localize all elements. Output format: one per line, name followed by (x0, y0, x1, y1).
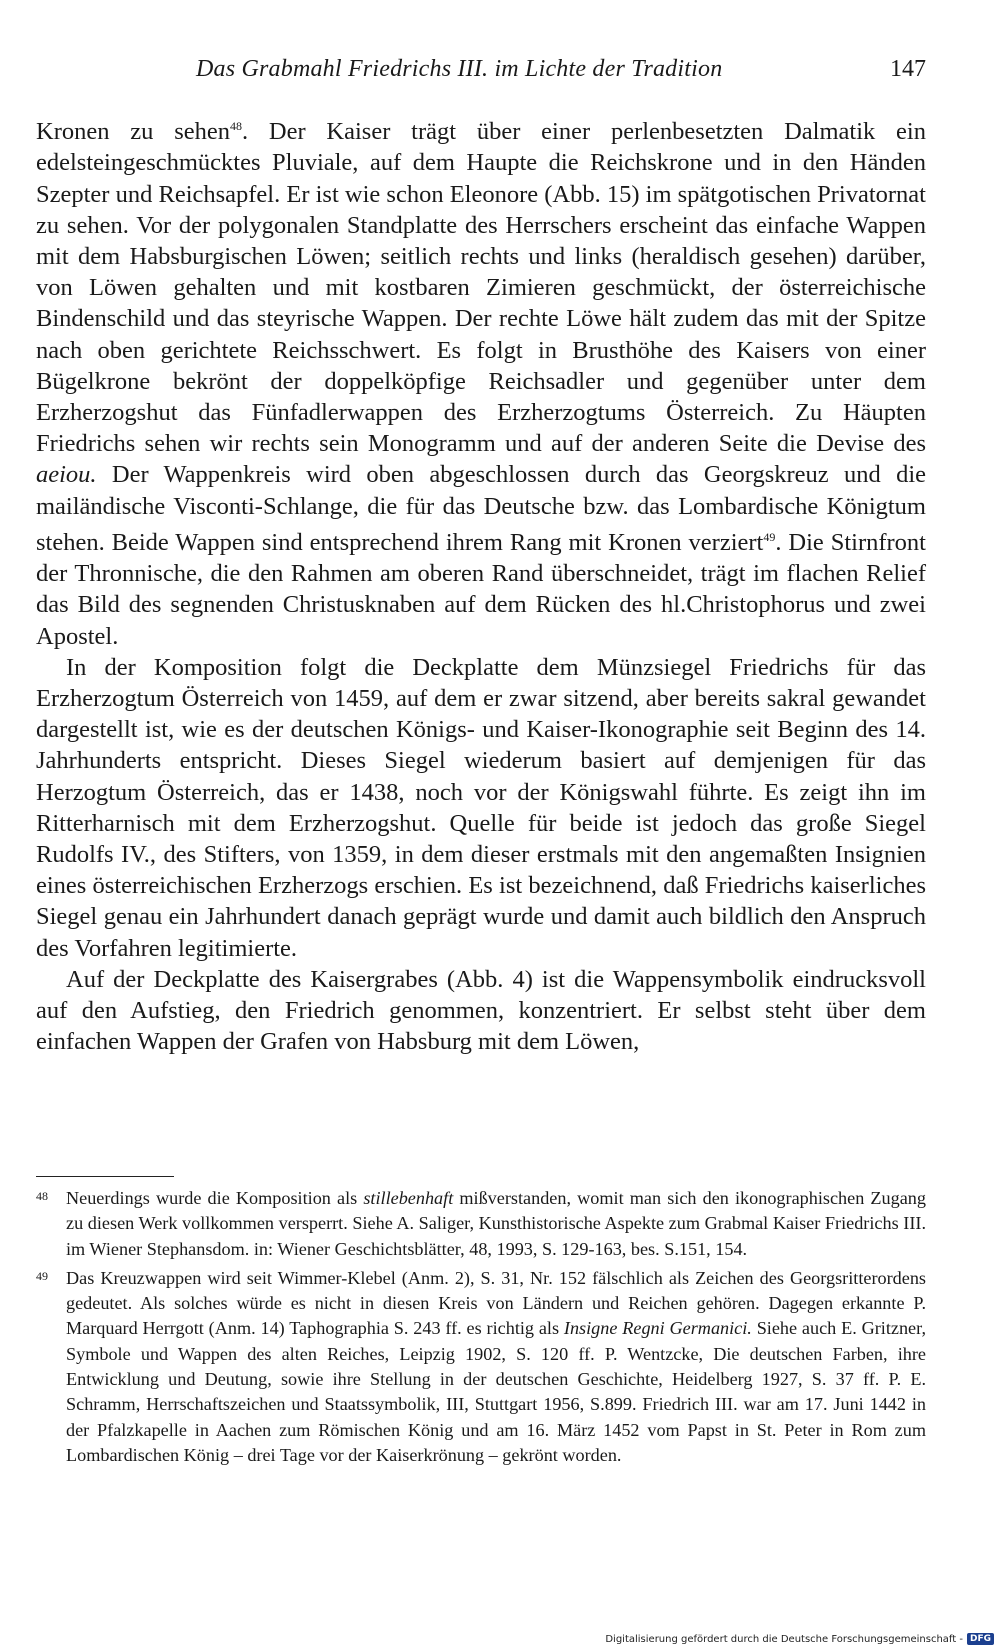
footnote-text (66, 1266, 926, 1468)
footnote-49-part-c: Siehe auch E. Gritzner, Symbole und Wappen des alten Reiches, Leipzig 1902, S. 120 ff. P. Wentzcke, Die deutschen Farben, ihre Entwicklung und Deutung, sowie ihre Stellung in der deutschen Geschichte, Heidelberg 1927, S. 37 ff. P. E. Schramm, Herrschaftszeichen und Staatssymbolik, III, Stuttgart 1956, S.899. Friedrich III. war am 17. Juni 1442 in der Pfalzkapelle in Aachen zum Römischen König und am 16. März 1452 vom Papst in St. Peter in Rom zum Lombardischen König – drei Tage vor der Kaiserkrönung – gekrönt worden. (66, 1318, 926, 1465)
footnote-49-part-a: Das Kreuzwappen wird seit Wimmer-Klebel (Anm. 2), S. 31, Nr. 152 fälschlich als Zeichen des Georgsritterordens gedeutet. Als solches würde es nicht in diesen Kreis von Ländern und Reichen gehören. Dagegen erkannte P. Marquard Herrgott (Anm. 14) Taphographia S. 243 ff. es richtig als (66, 1267, 926, 1339)
footnote-49 (36, 1266, 926, 1468)
body-text (36, 111, 926, 1057)
footnote-divider (36, 1176, 174, 1177)
footnote-number: 49 (36, 1268, 48, 1283)
footnote-number: 48 (36, 1189, 48, 1203)
paragraph-1-part-d: Der Wappenkreis wird oben abgeschlossen durch das Georgskreuz und die mailändische Visconti-Schlange, die für das Deutsche bzw. das Lombardische Königtum stehen. Beide Wappen sind entsprechend ihrem Rang mit Kronen verziert (36, 461, 926, 556)
paragraph-2: In der Komposition folgt die Deckplatte dem Münzsiegel Friedrichs für das Erzherzogtum Österreich von 1459, auf dem er zwar sitzend, aber bereits sakral gewandet dargestellt ist, wie es der deutschen Königs- und Kaiser-Ikonographie seit Beginn des 14. Jahrhunderts entspricht. Dieses Siegel wiederum basiert auf demjenigen für das Herzogtum Österreich, das er 1438, noch vor der Königswahl führte. Es zeigt ihn im Ritterharnisch mit dem Erzherzogshut. Quelle für beide ist jedoch das große Siegel Rudolfs IV., des Stifters, von 1359, in dem dieser erstmals mit den angemaßten Insignien eines österreichischen Erzherzogs erschien. Es ist bezeichnend, daß Friedrichs kaiserliches Siegel genau ein Jahrhundert danach geprägt wurde und damit auch bildlich den Anspruch des Vorfahren legitimierte. (36, 653, 926, 962)
dfg-logo: DFG (967, 1633, 994, 1645)
footnote-ref-49: 49 (763, 529, 776, 544)
footnote-text (66, 1186, 926, 1262)
paragraph-3: Auf der Deckplatte des Kaisergrabes (Abb. 4) ist die Wappensymbolik eindrucksvoll auf den Aufstieg, den Friedrich genommen, konzentriert. Er selbst steht über dem einfachen Wappen der Grafen von Habsburg mit dem Löwen, (36, 965, 926, 1056)
page-number: 147 (890, 56, 926, 82)
running-head (36, 56, 926, 90)
paragraph-1-part-a: Kronen zu sehen (36, 118, 230, 146)
paragraph-1-part-e: . Die Stirnfront der Thronnische, die den Rahmen am oberen Rand überschneidet, trägt im flachen Relief das Bild des segnenden Christusknaben auf dem Rücken des hl.Christophorus und zwei Apostel. (36, 528, 926, 650)
footnote-48-italic: stillebenhaft (363, 1188, 454, 1208)
paragraph-1 (36, 111, 926, 652)
footnote-48 (36, 1186, 926, 1262)
footnote-48-part-a: Neuerdings wurde die Komposition als (66, 1188, 364, 1208)
footnote-ref-48: 48 (229, 119, 242, 133)
paragraph-1-part-b: . Der Kaiser trägt über einer perlenbesetzten Dalmatik ein edelsteingeschmücktes Pluviale, auf dem Haupte die Reichskrone und in den Händen Szepter und Reichsapfel. Er ist wie schon Eleonore (Abb. 15) im spätgotischen Privatornat zu sehen. Vor der polygonalen Standplatte des Herrschers erscheint das einfache Wappen mit dem Habsburgischen Löwen; seitlich rechts und links (heraldisch gesehen) darüber, von Löwen gehalten und mit kostbaren Zimieren geschmückt, der österreichische Bindenschild und das steyrische Wappen. Der rechte Löwe hält zudem das mit der Spitze nach oben gerichtete Reichsschwert. Es folgt in Brusthöhe des Kaisers von einer Bügelkrone bekrönt der doppelköpfige Reichsadler und gegenüber unter dem Erzherzogshut das Fünfadlerwappen des Erzherzogtums Österreich. Zu Häupten Friedrichs sehen wir rechts sein Monogramm und auf der anderen Seite die Devise des (36, 118, 926, 458)
running-title: Das Grabmahl Friedrichs III. im Lichte der Tradition (196, 56, 723, 82)
digitization-footer (605, 1633, 994, 1645)
motto-aeiou: aeiou. (36, 461, 97, 489)
footnotes (36, 1186, 926, 1472)
funding-note: Digitalisierung gefördert durch die Deutsche Forschungsgemeinschaft - (605, 1633, 963, 1645)
footnote-48-part-c: mißverstanden, womit man sich den ikonographischen Zugang zu diesen Werk vollkommen versperrt. Siehe A. Saliger, Kunsthistorische Aspekte zum Grabmal Kaiser Friedrichs III. im Wiener Stephansdom. in: Wiener Geschichtsblätter, 48, 1993, S. 129-163, bes. S.151, 154. (66, 1188, 926, 1259)
footnote-49-italic: Insigne Regni Germanici. (563, 1318, 752, 1339)
